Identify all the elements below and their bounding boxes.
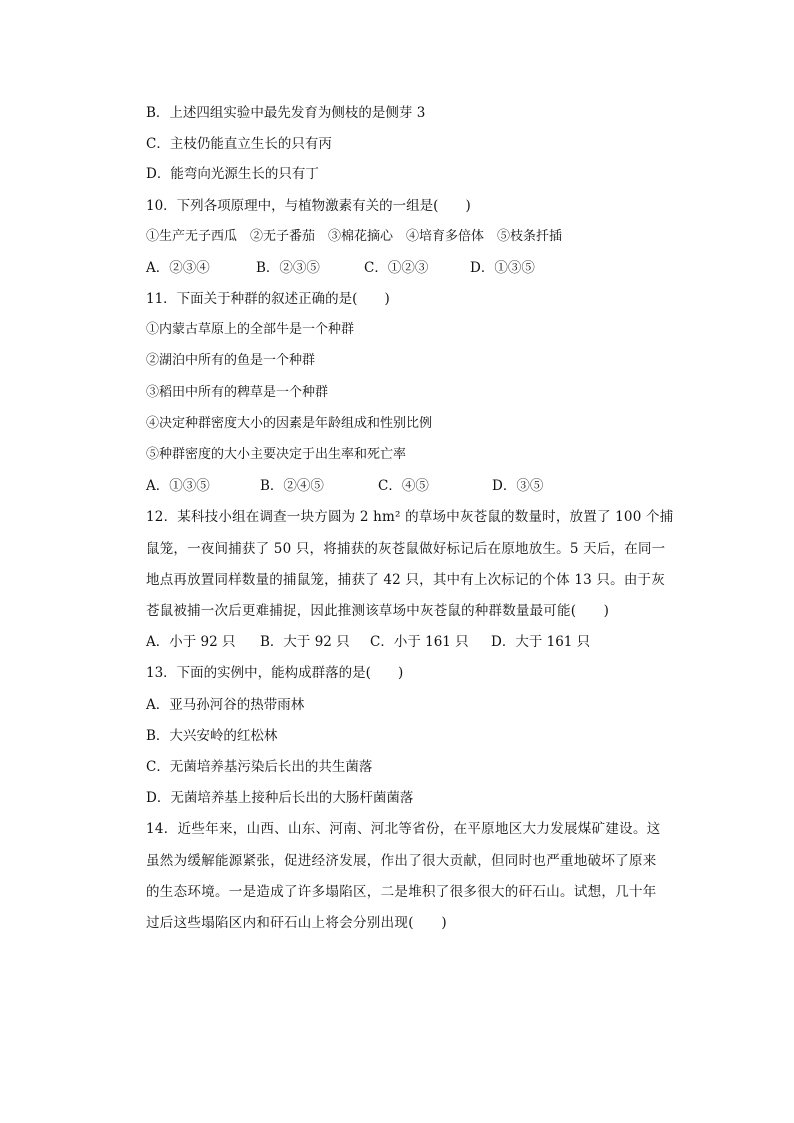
q9-option-c: C．主枝仍能直立生长的只有丙 [146, 136, 332, 152]
q13-option-c: C．无菌培养基污染后长出的共生菌落 [146, 759, 373, 775]
q9-option-d: D．能弯向光源生长的只有丁 [146, 166, 319, 182]
q13-stem: 13．下面的实例中，能构成群落的是( ) [146, 665, 404, 681]
q12-option-d: D．大于 161 只 [491, 634, 591, 650]
q12-option-c: C．小于 161 只 [370, 634, 469, 650]
q11-stem: 11．下面关于种群的叙述正确的是( ) [146, 291, 390, 307]
q9-option-b: B．上述四组实验中最先发育为侧枝的是侧芽 3 [146, 105, 426, 121]
q10-option-d: D．①③⑤ [470, 260, 535, 276]
q11-item: ④决定种群密度大小的因素是年龄组成和性别比例 [146, 416, 433, 431]
q12-option-b: B．大于 92 只 [260, 634, 350, 650]
q11-item: ②湖泊中所有的鱼是一个种群 [146, 353, 316, 368]
q14-line: 虽然为缓解能源紧张，促进经济发展，作出了很大贡献，但同时也严重地破坏了原来 [146, 853, 657, 869]
q10-option-b: B．②③⑤ [256, 260, 320, 276]
q14-line: 14．近些年来，山西、山东、河南、河北等省份，在平原地区大力发展煤矿建设。这 [146, 821, 661, 837]
q14-line: 的生态环境。一是造成了许多塌陷区，二是堆积了很多很大的矸石山。试想，几十年 [146, 884, 657, 900]
q11-item: ⑤种群密度的大小主要决定于出生率和死亡率 [146, 447, 407, 462]
q13-option-d: D．无菌培养基上接种后长出的大肠杆菌菌落 [146, 790, 414, 806]
q11-option-a: A．①③⑤ [146, 478, 210, 494]
q11-option-c: C．④⑤ [378, 478, 429, 494]
q11-option-b: B．②④⑤ [260, 478, 324, 494]
q12-line: 12．某科技小组在调查一块方圆为 2 hm² 的草场中灰苍鼠的数量时，放置了 100 个捕 [146, 509, 674, 525]
q10-option-a: A．②③④ [146, 260, 210, 276]
q12-option-a: A．小于 92 只 [146, 634, 236, 650]
q13-option-a: A．亚马孙河谷的热带雨林 [146, 697, 305, 713]
q11-option-d: D．③⑤ [492, 478, 544, 494]
q13-option-b: B．大兴安岭的红松林 [146, 728, 278, 744]
q14-line: 过后这些塌陷区内和矸石山上将会分别出现( ) [146, 915, 447, 931]
q10-stem: 10．下列各项原理中，与植物激素有关的一组是( ) [146, 198, 471, 214]
q12-line: 鼠笼，一夜间捕获了 50 只，将捕获的灰苍鼠做好标记后在原地放生。5 天后，在同一 [146, 541, 666, 557]
q11-item: ③稻田中所有的稗草是一个种群 [146, 385, 329, 400]
q10-option-c: C．①②③ [364, 260, 429, 276]
q12-line: 地点再放置同样数量的捕鼠笼，捕获了 42 只，其中有上次标记的个体 13 只。由于灰 [146, 572, 665, 588]
q12-line: 苍鼠被捕一次后更难捕捉，因此推测该草场中灰苍鼠的种群数量最可能( ) [146, 603, 610, 619]
q10-items: ①生产无子西瓜 ②无子番茄 ③棉花摘心 ④培育多倍体 ⑤枝条扦插 [146, 229, 563, 244]
q11-item: ①内蒙古草原上的全部牛是一个种群 [146, 322, 355, 337]
